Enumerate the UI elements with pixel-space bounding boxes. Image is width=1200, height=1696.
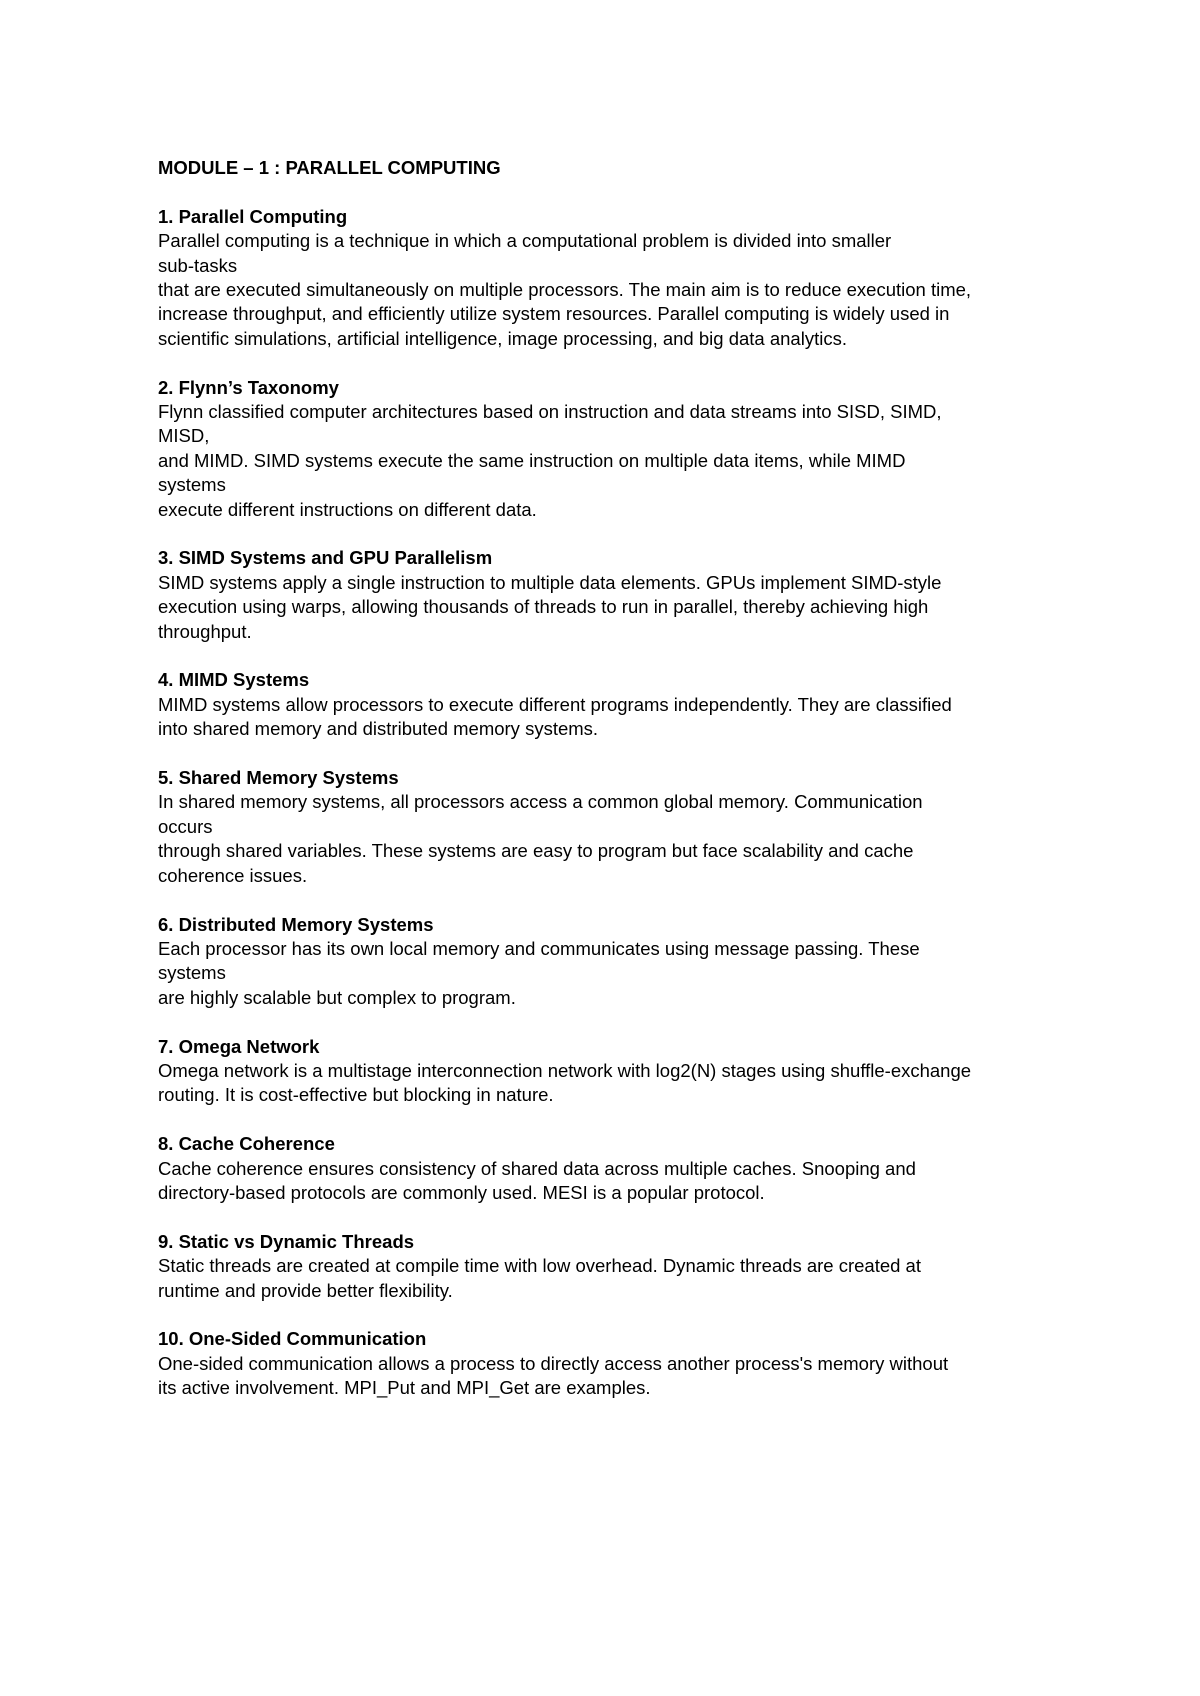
section: [158, 376, 1058, 522]
section-text-line: Static threads are created at compile time with low overhead. Dynamic threads are created at: [158, 1255, 921, 1277]
section-text-line: Omega network is a multistage interconnection network with log2(N) stages using shuffle-exchange: [158, 1059, 972, 1081]
section-text-line: runtime and provide better flexibility.: [158, 1279, 453, 1301]
section-text-line: One-sided communication allows a process to directly access another process's memory without: [158, 1352, 949, 1374]
section-heading: 6. Distributed Memory Systems: [158, 913, 434, 935]
section-text-line: occurs: [158, 815, 213, 837]
document-title: MODULE – 1 : PARALLEL COMPUTING: [158, 157, 501, 178]
section-text-line: MIMD systems allow processors to execute different programs independently. They are classified: [158, 693, 952, 715]
section-text-line: SIMD systems apply a single instruction to multiple data elements. GPUs implement SIMD-style: [158, 571, 942, 593]
section-heading: 1. Parallel Computing: [158, 205, 348, 227]
section-text-line: coherence issues.: [158, 864, 308, 886]
section-text-line: execute different instructions on different data.: [158, 498, 537, 520]
section-text-line: routing. It is cost-effective but blocking in nature.: [158, 1084, 554, 1106]
section: [158, 1132, 1058, 1205]
section-text-line: are highly scalable but complex to program.: [158, 986, 516, 1008]
section-text-line: sub-tasks: [158, 254, 238, 276]
section-heading: 8. Cache Coherence: [158, 1133, 335, 1155]
section-heading: 10. One-Sided Communication: [158, 1328, 427, 1350]
section-heading: 3. SIMD Systems and GPU Parallelism: [158, 547, 493, 569]
section-text-line: into shared memory and distributed memory systems.: [158, 718, 599, 740]
section-heading: 9. Static vs Dynamic Threads: [158, 1230, 415, 1252]
section-text-line: directory-based protocols are commonly used. MESI is a popular protocol.: [158, 1181, 765, 1203]
section-list: [158, 205, 1058, 1401]
section-text-line: MISD,: [158, 425, 210, 447]
section-text-line: through shared variables. These systems are easy to program but face scalability and cache: [158, 840, 914, 862]
section: [158, 1230, 1058, 1303]
section-text-line: Cache coherence ensures consistency of shared data across multiple caches. Snooping and: [158, 1157, 916, 1179]
section: [158, 1327, 1058, 1400]
section-text-line: that are executed simultaneously on multiple processors. The main aim is to reduce execution time,: [158, 279, 972, 301]
section: [158, 913, 1058, 1011]
section-text-line: throughput.: [158, 620, 252, 642]
section-text-line: and MIMD. SIMD systems execute the same instruction on multiple data items, while MIMD: [158, 449, 906, 471]
section: [158, 766, 1058, 888]
section-text-line: scientific simulations, artificial intelligence, image processing, and big data analytics.: [158, 327, 847, 349]
document-page: [158, 156, 1058, 1425]
section-text-line: increase throughput, and efficiently utilize system resources. Parallel computing is widely used in: [158, 303, 950, 325]
section: [158, 546, 1058, 644]
section-heading: 7. Omega Network: [158, 1035, 320, 1057]
section-text-line: In shared memory systems, all processors access a common global memory. Communication: [158, 791, 923, 813]
section-text-line: Each processor has its own local memory and communicates using message passing. These: [158, 937, 920, 959]
section-text-line: Parallel computing is a technique in which a computational problem is divided into smaller: [158, 230, 892, 252]
section-text-line: its active involvement. MPI_Put and MPI_Get are examples.: [158, 1377, 651, 1399]
section: [158, 1035, 1058, 1108]
section-text-line: systems: [158, 474, 226, 496]
section-text-line: Flynn classified computer architectures based on instruction and data streams into SISD, SIMD,: [158, 401, 942, 423]
section: [158, 668, 1058, 741]
section-heading: 5. Shared Memory Systems: [158, 767, 399, 789]
section: [158, 205, 1058, 351]
section-text-line: systems: [158, 962, 226, 984]
section-text-line: execution using warps, allowing thousands of threads to run in parallel, thereby achieving high: [158, 596, 929, 618]
section-heading: 2. Flynn’s Taxonomy: [158, 376, 339, 398]
section-heading: 4. MIMD Systems: [158, 669, 310, 691]
